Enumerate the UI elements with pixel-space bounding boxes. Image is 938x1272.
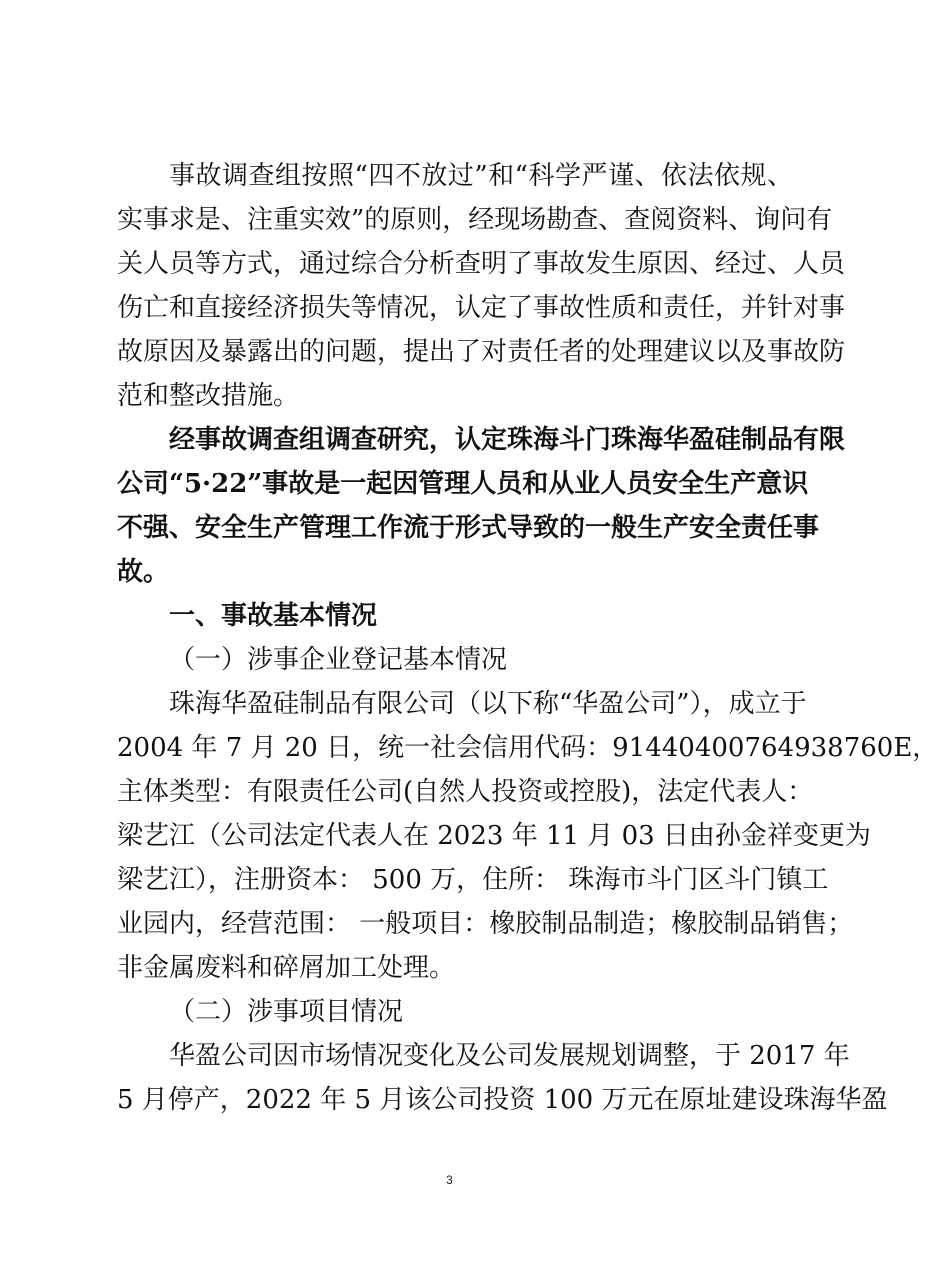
paragraph-line: 5 月停产，2022 年 5 月该公司投资 100 万元在原址建设珠海华盈 [117,1085,888,1115]
paragraph-line: 梁艺江），注册资本： 500 万，住所： 珠海市斗门区斗门镇工 [117,865,829,895]
paragraph-line: 2004 年 7 月 20 日，统一社会信用代码：91440400764938760E， [117,733,938,763]
page-number: 3 [446,1173,453,1187]
paragraph-line: 实事求是、注重实效”的原则，经现场勘查、查阅资料、询问有 [117,205,833,235]
conclusion-line: 故。 [117,557,170,587]
paragraph-line: 梁艺江（公司法定代表人在 2023 年 11 月 03 日由孙金祥变更为 [117,821,871,851]
paragraph-line: 事故调查组按照“四不放过”和“科学严谨、依法依规、 [169,161,793,191]
paragraph-line: 非金属废料和碎屑加工处理。 [117,953,456,983]
paragraph-line: 关人员等方式，通过综合分析查明了事故发生原因、经过、人员 [117,249,846,279]
conclusion-line: 经事故调查组调查研究，认定珠海斗门珠海华盈硅制品有限 [169,425,846,455]
paragraph-line: 华盈公司因市场情况变化及公司发展规划调整，于 2017 年 [169,1041,850,1071]
conclusion-line: 公司“5·22”事故是一起因管理人员和从业人员安全生产意识 [117,469,809,499]
paragraph-line: 珠海华盈硅制品有限公司（以下称“华盈公司”），成立于 [169,689,807,719]
paragraph-line: 业园内，经营范围： 一般项目：橡胶制品制造；橡胶制品销售； [117,909,854,939]
paragraph-line: 故原因及暴露出的问题，提出了对责任者的处理建议以及事故防 [117,337,846,367]
paragraph-line: 范和整改措施。 [117,381,300,411]
paragraph-line: 主体类型：有限责任公司(自然人投资或控股)，法定代表人： [117,777,814,807]
paragraph-line: 伤亡和直接经济损失等情况，认定了事故性质和责任，并针对事 [117,293,846,323]
subsection-heading: （一）涉事企业登记基本情况 [169,645,508,675]
subsection-heading: （二）涉事项目情况 [169,997,404,1027]
conclusion-line: 不强、安全生产管理工作流于形式导致的一般生产安全责任事 [117,513,820,543]
section-heading: 一、事故基本情况 [169,601,378,631]
